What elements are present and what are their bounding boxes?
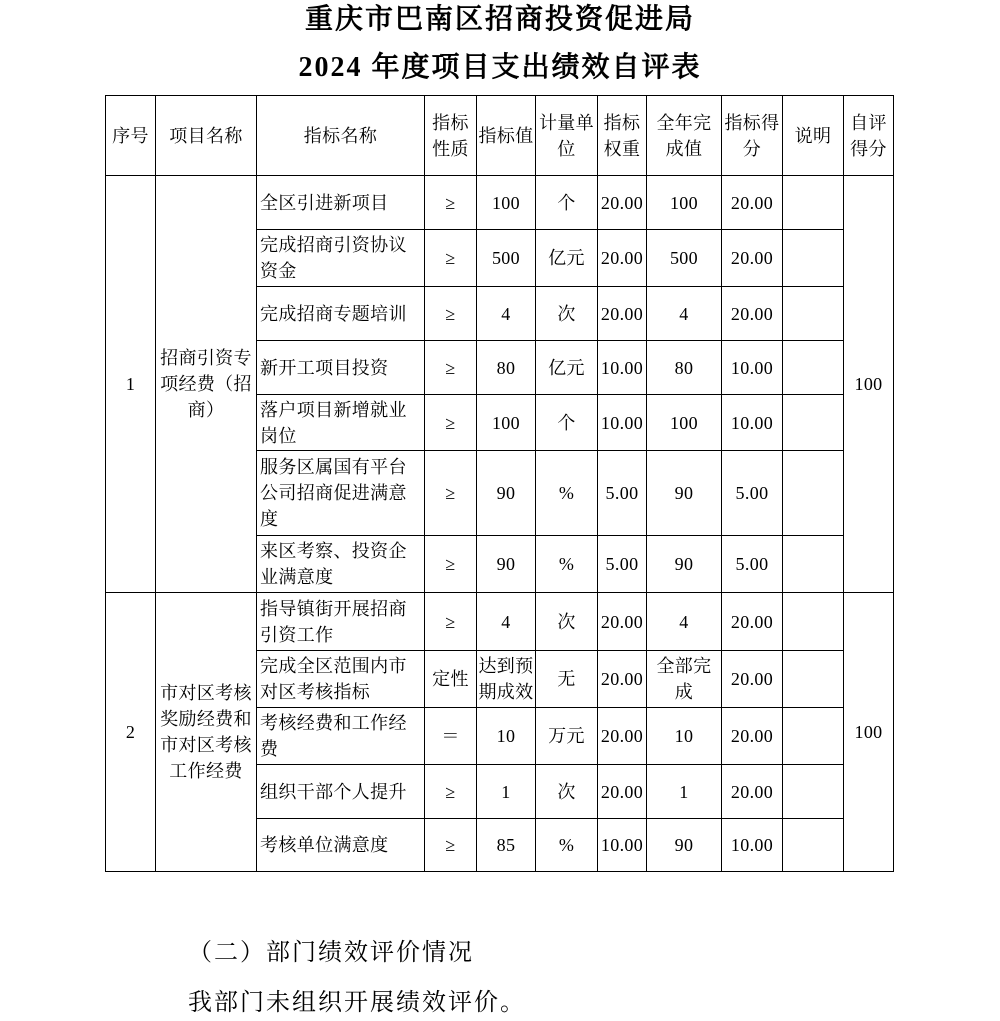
unit-cell: 万元	[536, 708, 598, 765]
weight-cell: 5.00	[598, 536, 647, 593]
indicator-name: 考核经费和工作经费	[260, 713, 407, 759]
weight-cell: 20.00	[598, 765, 647, 819]
nature-cell: ≥	[425, 176, 477, 230]
score-cell: 20.00	[722, 765, 783, 819]
target-value-cell	[477, 819, 536, 872]
nature-cell: ≥	[425, 395, 477, 451]
project-name-cell	[156, 176, 257, 593]
score-cell: 20.00	[722, 708, 783, 765]
table-row	[106, 593, 894, 651]
target-value-cell	[477, 395, 536, 451]
weight-cell: 20.00	[598, 651, 647, 708]
actual-value: 100	[669, 412, 699, 433]
header-indicator-name: 指标名称	[257, 96, 425, 176]
indicator-name: 完成全区范围内市对区考核指标	[260, 656, 407, 702]
actual-value: 10	[674, 726, 694, 746]
score-cell: 10.00	[722, 341, 783, 395]
unit-cell: %	[536, 819, 598, 872]
target-value-cell	[477, 451, 536, 536]
project-name: 市对区考核奖励经费和市对区考核工作经费	[160, 683, 252, 781]
header-project-name: 项目名称	[156, 96, 257, 176]
unit-cell: 次	[536, 287, 598, 341]
note-cell	[783, 176, 844, 230]
seq-cell: 1	[106, 176, 156, 593]
target-value: 10	[496, 726, 516, 746]
indicator-name-cell	[257, 651, 425, 708]
actual-value-cell	[647, 708, 722, 765]
target-value: 4	[501, 611, 511, 632]
target-value-cell	[477, 536, 536, 593]
target-value: 1	[501, 781, 511, 802]
indicator-name-cell	[257, 451, 425, 536]
target-value-cell	[477, 651, 536, 708]
header-score: 指标得分	[724, 112, 780, 159]
header-actual-value-cell	[647, 96, 722, 176]
weight-cell: 10.00	[598, 395, 647, 451]
actual-value: 500	[669, 248, 699, 268]
nature: 定性	[432, 669, 469, 689]
actual-value-cell	[647, 651, 722, 708]
actual-value-cell	[647, 230, 722, 287]
target-value: 达到预期成效	[478, 656, 534, 702]
target-value-cell	[477, 230, 536, 287]
weight-cell: 20.00	[598, 176, 647, 230]
indicator-name: 完成招商引资协议资金	[260, 235, 407, 281]
actual-value-cell	[647, 819, 722, 872]
actual-value-cell	[647, 395, 722, 451]
weight-cell: 20.00	[598, 230, 647, 287]
header-self-score: 自评得分	[850, 112, 887, 159]
note-cell	[783, 593, 844, 651]
score-cell: 10.00	[722, 819, 783, 872]
score-cell: 20.00	[722, 287, 783, 341]
score-cell: 5.00	[722, 536, 783, 593]
header-seq: 序号	[106, 96, 156, 176]
target-value: 85	[496, 835, 516, 855]
nature-cell: ≥	[425, 230, 477, 287]
header-actual-value: 全年完成值	[656, 112, 712, 159]
target-value: 4	[501, 303, 511, 324]
nature-cell: ≥	[425, 536, 477, 593]
note-cell	[783, 536, 844, 593]
indicator-name-cell	[257, 395, 425, 451]
header-score-cell	[722, 96, 783, 176]
indicator-name-cell	[257, 708, 425, 765]
score-cell: 20.00	[722, 176, 783, 230]
weight-cell: 20.00	[598, 593, 647, 651]
unit-cell: 无	[536, 651, 598, 708]
indicator-name: 组织干部个人提升	[260, 781, 407, 802]
header-unit: 计量单位	[538, 112, 595, 159]
unit-cell: 个	[536, 395, 598, 451]
unit-cell: %	[536, 536, 598, 593]
header-unit-cell	[536, 96, 598, 176]
indicator-name: 落户项目新增就业岗位	[260, 399, 407, 446]
weight-cell: 20.00	[598, 708, 647, 765]
indicator-name: 全区引进新项目	[260, 192, 389, 213]
indicator-name-cell	[257, 765, 425, 819]
target-value-cell	[477, 287, 536, 341]
header-nature: 指标性质	[432, 112, 469, 159]
unit-cell: 次	[536, 765, 598, 819]
nature-cell: ＝	[425, 708, 477, 765]
actual-value: 1	[679, 781, 689, 802]
note-cell	[783, 765, 844, 819]
actual-value-cell	[647, 176, 722, 230]
indicator-name-cell	[257, 287, 425, 341]
score-cell: 10.00	[722, 395, 783, 451]
unit-cell: 次	[536, 593, 598, 651]
actual-value: 80	[674, 357, 694, 378]
nature-cell	[425, 651, 477, 708]
project-name-cell	[156, 593, 257, 872]
actual-value: 全部完成	[656, 656, 712, 702]
indicator-name-cell	[257, 176, 425, 230]
score-cell: 20.00	[722, 593, 783, 651]
nature-cell: ≥	[425, 819, 477, 872]
performance-table	[105, 95, 894, 872]
indicator-name-cell	[257, 341, 425, 395]
actual-value: 90	[674, 483, 694, 503]
note-cell	[783, 819, 844, 872]
indicator-name: 完成招商专题培训	[260, 303, 407, 324]
target-value: 500	[491, 248, 521, 268]
target-value-cell	[477, 708, 536, 765]
weight-cell: 10.00	[598, 819, 647, 872]
header-weight-cell	[598, 96, 647, 176]
target-value-cell	[477, 593, 536, 651]
target-value-cell	[477, 765, 536, 819]
note-cell	[783, 451, 844, 536]
project-name: 招商引资专项经费（招商）	[160, 348, 252, 420]
actual-value: 100	[669, 192, 699, 213]
note-cell	[783, 230, 844, 287]
nature-cell: ≥	[425, 287, 477, 341]
section-body: 我部门未组织开展绩效评价。	[188, 990, 526, 1016]
unit-cell: 亿元	[536, 230, 598, 287]
score-cell: 20.00	[722, 651, 783, 708]
nature-cell: ≥	[425, 451, 477, 536]
note-cell	[783, 287, 844, 341]
indicator-name-cell	[257, 593, 425, 651]
actual-value-cell	[647, 341, 722, 395]
self-score-cell: 100	[844, 593, 894, 872]
actual-value-cell	[647, 593, 722, 651]
indicator-name-cell	[257, 536, 425, 593]
score-cell: 5.00	[722, 451, 783, 536]
indicator-name: 考核单位满意度	[260, 835, 389, 855]
weight-cell: 5.00	[598, 451, 647, 536]
header-self-score-cell	[844, 96, 894, 176]
header-row	[106, 96, 894, 176]
indicator-name-cell	[257, 819, 425, 872]
note-cell	[783, 708, 844, 765]
score-cell: 20.00	[722, 230, 783, 287]
unit-cell: %	[536, 451, 598, 536]
indicator-name-cell	[257, 230, 425, 287]
actual-value: 90	[674, 835, 694, 855]
report-title: 2024 年度项目支出绩效自评表	[298, 52, 702, 83]
note-cell	[783, 651, 844, 708]
header-target-value: 指标值	[477, 96, 536, 176]
header-weight: 指标权重	[603, 112, 641, 159]
nature-cell: ≥	[425, 341, 477, 395]
seq-cell: 2	[106, 593, 156, 872]
target-value: 90	[496, 483, 516, 503]
actual-value: 4	[679, 303, 689, 324]
target-value: 100	[491, 412, 521, 433]
target-value: 100	[491, 192, 521, 213]
indicator-name: 指导镇街开展招商引资工作	[260, 598, 407, 645]
agency-title: 重庆市巴南区招商投资促进局	[304, 4, 695, 35]
target-value-cell	[477, 176, 536, 230]
note-cell	[783, 395, 844, 451]
actual-value: 90	[674, 554, 694, 574]
nature-cell: ≥	[425, 593, 477, 651]
actual-value: 4	[679, 611, 689, 632]
nature-cell: ≥	[425, 765, 477, 819]
actual-value-cell	[647, 451, 722, 536]
indicator-name: 服务区属国有平台公司招商促进满意度	[260, 457, 407, 529]
unit-cell: 亿元	[536, 341, 598, 395]
target-value: 80	[496, 357, 516, 378]
target-value: 90	[496, 554, 516, 574]
header-note: 说明	[783, 96, 844, 176]
indicator-name: 新开工项目投资	[260, 357, 389, 378]
self-score-cell: 100	[844, 176, 894, 593]
section-heading: （二）部门绩效评价情况	[188, 940, 474, 966]
weight-cell: 10.00	[598, 341, 647, 395]
table-row	[106, 176, 894, 230]
unit-cell: 个	[536, 176, 598, 230]
actual-value-cell	[647, 765, 722, 819]
weight-cell: 20.00	[598, 287, 647, 341]
target-value-cell	[477, 341, 536, 395]
indicator-name: 来区考察、投资企业满意度	[260, 541, 407, 587]
note-cell	[783, 341, 844, 395]
actual-value-cell	[647, 536, 722, 593]
actual-value-cell	[647, 287, 722, 341]
header-nature-cell	[425, 96, 477, 176]
